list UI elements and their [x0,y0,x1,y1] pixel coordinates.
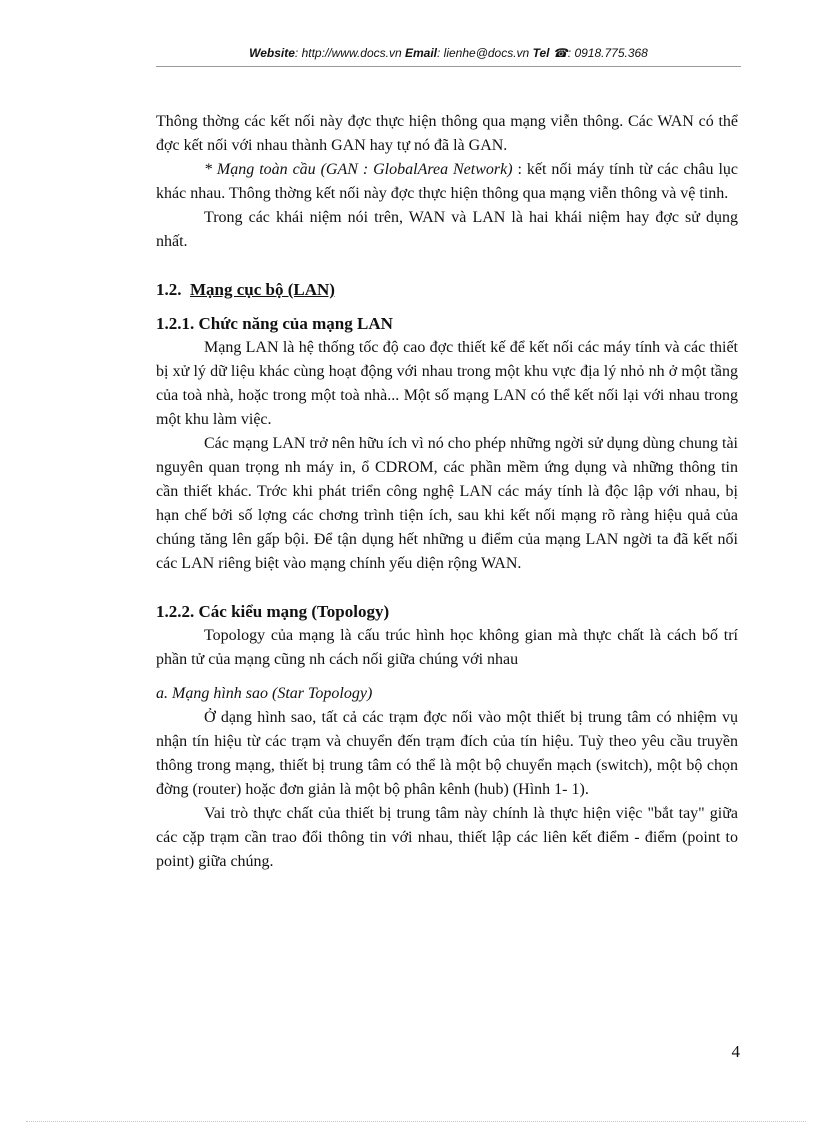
document-body [156,110,738,874]
email-label: Email [404,46,437,60]
spacer [156,576,738,600]
paragraph-lan-benefits: Các mạng LAN trở nên hữu ích vì nó cho phép những ngời sử dụng dùng chung tài nguyên quan trọng nh máy in, ổ CDROM, các phần mềm ứng dụng và những thông tin cần thiết khác. Trớc khi phát triển công nghệ LAN các máy tính là độc lập với nhau, bị hạn chế bởi số lợng các chơng trình tiện ích, sau khi kết nối mạng rõ ràng hiệu quả của chúng tăng lên gấp bội. Để tận dụng hết những u điểm của mạng LAN ngời ta đã kết nối các LAN riêng biệt vào mạng chính yếu diện rộng WAN. [156,435,738,572]
paragraph-wan-connection: Thông thờng các kết nối này đợc thực hiện thông qua mạng viễn thông. Các WAN có thể đợc kết nối với nhau thành GAN hay tự nó đã là GAN. [156,113,738,154]
subheading-star-topology: a. Mạng hình sao (Star Topology) [156,685,373,702]
gan-term: * Mạng toàn cầu (GAN : GlobalArea Network) [204,161,513,178]
paragraph-gan [156,158,738,206]
email-value: : lienhe@docs.vn [437,46,530,60]
spacer [156,672,738,682]
spacer [156,302,738,312]
tel-label: Tel [532,46,550,60]
paragraph-wan-lan-summary: Trong các khái niệm nói trên, WAN và LAN là hai khái niệm hay đợc sử dụng nhất. [156,209,738,250]
tel-value: : 0918.775.368 [567,46,648,60]
website-value: : http://www.docs.vn [294,46,402,60]
paragraph-star-topology: Ở dạng hình sao, tất cả các trạm đợc nối vào một thiết bị trung tâm có nhiệm vụ nhận tín hiệu từ các trạm và chuyển đến trạm đích của tín hiệu. Tuỳ theo yêu cầu truyền thông trong mạng, thiết bị trung tâm có thể là một bộ chuyển mạch (switch), một bộ chọn đờng (router) hoặc đơn giản là một bộ phân kênh (hub) (Hình 1- 1). [156,709,738,798]
footer-divider [26,1121,806,1122]
subsection-heading-topology: 1.2.2. Các kiểu mạng (Topology) [156,602,390,621]
subsection-heading-lan-function: 1.2.1. Chức năng của mạng LAN [156,314,393,333]
paragraph-central-device-role: Vai trò thực chất của thiết bị trung tâm này chính là thực hiện việc "bắt tay" giữa các cặp trạm cần trao đổi thông tin với nhau, thiết lập các liên kết điểm - điểm (point to point) giữa chúng. [156,805,738,870]
section-number: 1.2. [156,280,182,299]
page-header [156,46,741,66]
gan-description: : kết nối máy tính từ các châu lục khác nhau. Thông thờng kết nối này đợc thực hiện thông qua mạng viễn thông và vệ tinh. [156,161,739,202]
paragraph-lan-definition: Mạng LAN là hệ thống tốc độ cao đợc thiết kế để kết nối các máy tính và các thiết bị xử lý dữ liệu khác cùng hoạt động với nhau trong một khu vực địa lý nhỏ nh ở một tầng của toà nhà, hoặc trong một toà nhà... Một số mạng LAN có thể kết nối lại với nhau trong một khu làm việc. [156,339,738,428]
paragraph-topology-definition: Topology của mạng là cấu trúc hình học không gian mà thực chất là cách bố trí phần tử của mạng cũng nh cách nối giữa chúng với nhau [156,627,738,668]
website-label: Website [249,46,295,60]
page-number: 4 [731,1042,740,1061]
section-title: Mạng cục bộ (LAN) [190,280,335,299]
section-heading-lan [156,278,738,302]
phone-icon: ☎ [552,46,568,60]
spacer [156,254,738,278]
header-divider [156,66,741,67]
